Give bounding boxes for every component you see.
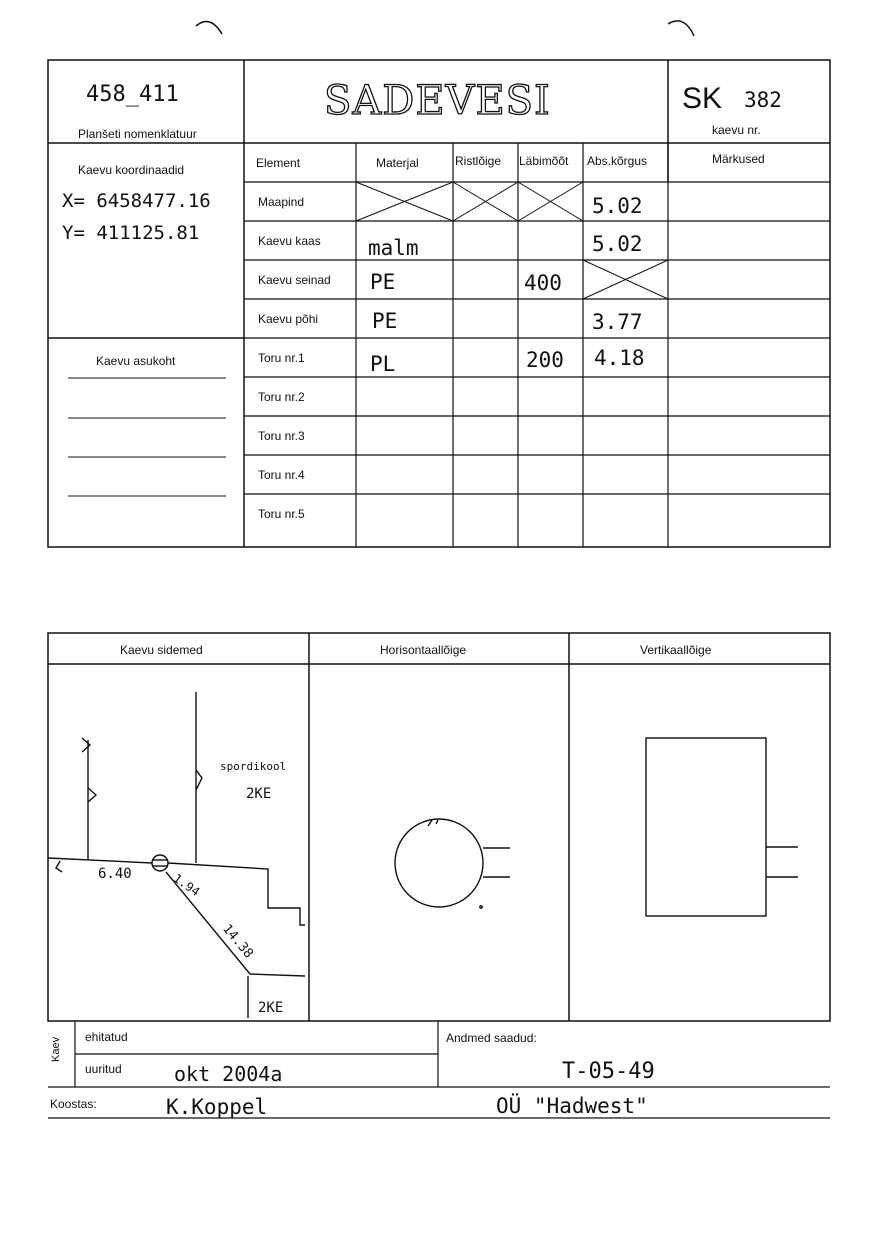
sketch-dimension: 6.40 <box>98 866 132 882</box>
elevation-value: 5.02 <box>592 232 643 256</box>
well-number: 382 <box>744 88 782 112</box>
header-material: Materjal <box>376 156 419 170</box>
punch-mark-left <box>196 22 222 35</box>
data-source-label: Andmed saadud: <box>446 1031 537 1045</box>
data-source-value: T-05-49 <box>562 1059 655 1084</box>
row-element-label: Kaevu kaas <box>258 234 321 248</box>
material-value: PE <box>372 309 398 333</box>
surveyed-value: okt 2004a <box>174 1062 283 1086</box>
location-label: Kaevu asukoht <box>96 354 176 368</box>
coordinate-x: X= 6458477.16 <box>62 190 211 212</box>
well-side-label: Kaev <box>50 1036 62 1062</box>
surveyed-label: uuritud <box>85 1062 122 1076</box>
material-value: PE <box>370 270 396 294</box>
built-label: ehitatud <box>85 1030 128 1044</box>
compiled-by-label: Koostas: <box>50 1097 97 1111</box>
row-element-label: Kaevu põhi <box>258 312 319 326</box>
sketch-note: 2KE <box>258 1000 284 1016</box>
well-prefix: SK <box>682 82 723 115</box>
material-value: malm <box>368 236 419 260</box>
page-title: SADEVESI <box>324 78 551 124</box>
punch-mark-right <box>668 21 694 36</box>
horizontal-section-label: Horisontaallõige <box>380 643 467 657</box>
vertical-section <box>646 738 798 916</box>
coordinates-label: Kaevu koordinaadid <box>78 163 185 177</box>
sketch-note: 2KE <box>246 786 272 802</box>
sheet-number: 458_411 <box>86 82 179 107</box>
header-diameter: Läbimõõt <box>519 154 569 168</box>
sketch-note: spordikool <box>220 760 287 773</box>
row-element-label: Toru nr.4 <box>258 468 305 482</box>
header-elevation: Abs.kõrgus <box>587 154 648 168</box>
elevation-value: 5.02 <box>592 194 643 218</box>
header-element: Element <box>256 156 301 170</box>
compiled-by-name: K.Koppel <box>166 1095 268 1119</box>
row-element-label: Toru nr.3 <box>258 429 305 443</box>
row-element-label: Toru nr.1 <box>258 351 305 365</box>
header-notes: Märkused <box>712 152 765 166</box>
coordinate-y: Y= 411125.81 <box>62 222 200 244</box>
sketch-dimension: 14.38 <box>219 921 256 962</box>
company-name: OÜ "Hadwest" <box>496 1094 648 1118</box>
horizontal-section <box>395 819 510 908</box>
row-element-label: Kaevu seinad <box>258 273 331 287</box>
header-cross-section: Ristlõige <box>455 154 502 168</box>
row-element-label: Toru nr.2 <box>258 390 305 404</box>
sheet-nomenclature-label: Planšeti nomenklatuur <box>78 127 197 141</box>
diameter-value: 400 <box>524 271 562 295</box>
elevation-value: 4.18 <box>594 346 645 370</box>
row-element-label: Maapind <box>258 195 305 209</box>
row-element-label: Toru nr.5 <box>258 507 305 521</box>
sketch-dimension: 1.94 <box>170 870 203 900</box>
elevation-value: 3.77 <box>592 310 643 334</box>
ties-sketch <box>48 692 305 1018</box>
well-number-label: kaevu nr. <box>712 123 761 137</box>
material-value: PL <box>370 352 396 376</box>
ties-label: Kaevu sidemed <box>120 643 203 657</box>
vertical-section-label: Vertikaallõige <box>640 643 712 657</box>
diameter-value: 200 <box>526 348 564 372</box>
